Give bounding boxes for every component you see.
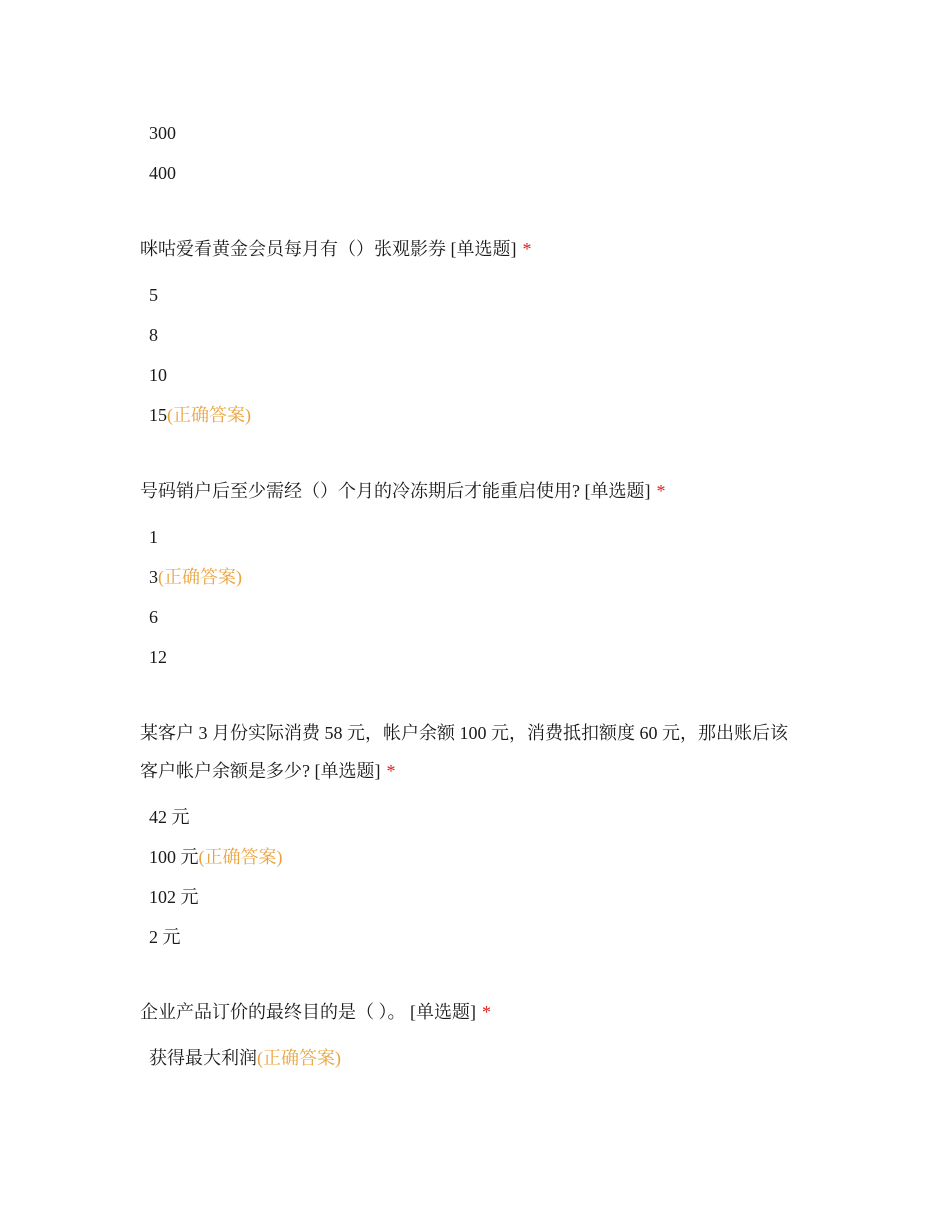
question-title bbox=[140, 480, 665, 502]
option-text: 6 bbox=[149, 607, 158, 627]
required-asterisk: * bbox=[482, 1002, 491, 1022]
option-q2-1 bbox=[149, 526, 158, 548]
question-text: 咪咕爱看黄金会员每月有（）张观影券 [单选题] bbox=[140, 239, 517, 259]
option-q3-1 bbox=[149, 806, 190, 828]
option-q1-4 bbox=[149, 404, 251, 426]
option-text: 102 元 bbox=[149, 887, 199, 907]
option-q3-3 bbox=[149, 886, 199, 908]
required-asterisk: * bbox=[386, 761, 396, 781]
option-q2-4 bbox=[149, 646, 167, 668]
question-title-line-2 bbox=[140, 760, 395, 782]
option-text: 1 bbox=[149, 527, 158, 547]
required-asterisk: * bbox=[656, 481, 666, 501]
option-text: 获得最大利润 bbox=[149, 1048, 257, 1068]
option-q2-3 bbox=[149, 606, 158, 628]
option-q2-2 bbox=[149, 566, 242, 588]
required-asterisk: * bbox=[522, 239, 532, 259]
question-title-line-1 bbox=[140, 722, 788, 744]
correct-answer-mark: (正确答案) bbox=[167, 405, 251, 425]
option-text: 42 元 bbox=[149, 807, 190, 827]
option-q3-4 bbox=[149, 926, 181, 948]
option-q0-2 bbox=[149, 162, 176, 184]
option-q1-1 bbox=[149, 284, 158, 306]
option-text: 400 bbox=[149, 163, 176, 183]
option-text: 8 bbox=[149, 325, 158, 345]
option-text: 10 bbox=[149, 365, 167, 385]
option-q4-1 bbox=[149, 1047, 341, 1069]
question-text: 某客户 3 月份实际消费 58 元，帐户余额 100 元，消费抵扣额度 60 元，那出账后该 bbox=[140, 723, 788, 743]
question-text: 客户帐户余额是多少? [单选题] bbox=[140, 761, 381, 781]
question-title bbox=[140, 238, 532, 260]
option-text: 100 元 bbox=[149, 847, 199, 867]
option-q1-3 bbox=[149, 364, 167, 386]
option-q0-1 bbox=[149, 122, 176, 144]
option-q1-2 bbox=[149, 324, 158, 346]
option-text: 3 bbox=[149, 567, 158, 587]
option-q3-2 bbox=[149, 846, 283, 868]
option-text: 300 bbox=[149, 123, 176, 143]
correct-answer-mark: (正确答案) bbox=[257, 1048, 341, 1068]
question-title bbox=[140, 1001, 491, 1023]
option-text: 12 bbox=[149, 647, 167, 667]
question-text: 企业产品订价的最终目的是（ ）。 [单选题] bbox=[140, 1002, 476, 1022]
correct-answer-mark: (正确答案) bbox=[158, 567, 242, 587]
option-text: 15 bbox=[149, 405, 167, 425]
correct-answer-mark: (正确答案) bbox=[198, 847, 283, 867]
option-text: 5 bbox=[149, 285, 158, 305]
option-text: 2 元 bbox=[149, 927, 181, 947]
question-text: 号码销户后至少需经（）个月的冷冻期后才能重启使用? [单选题] bbox=[140, 481, 651, 501]
